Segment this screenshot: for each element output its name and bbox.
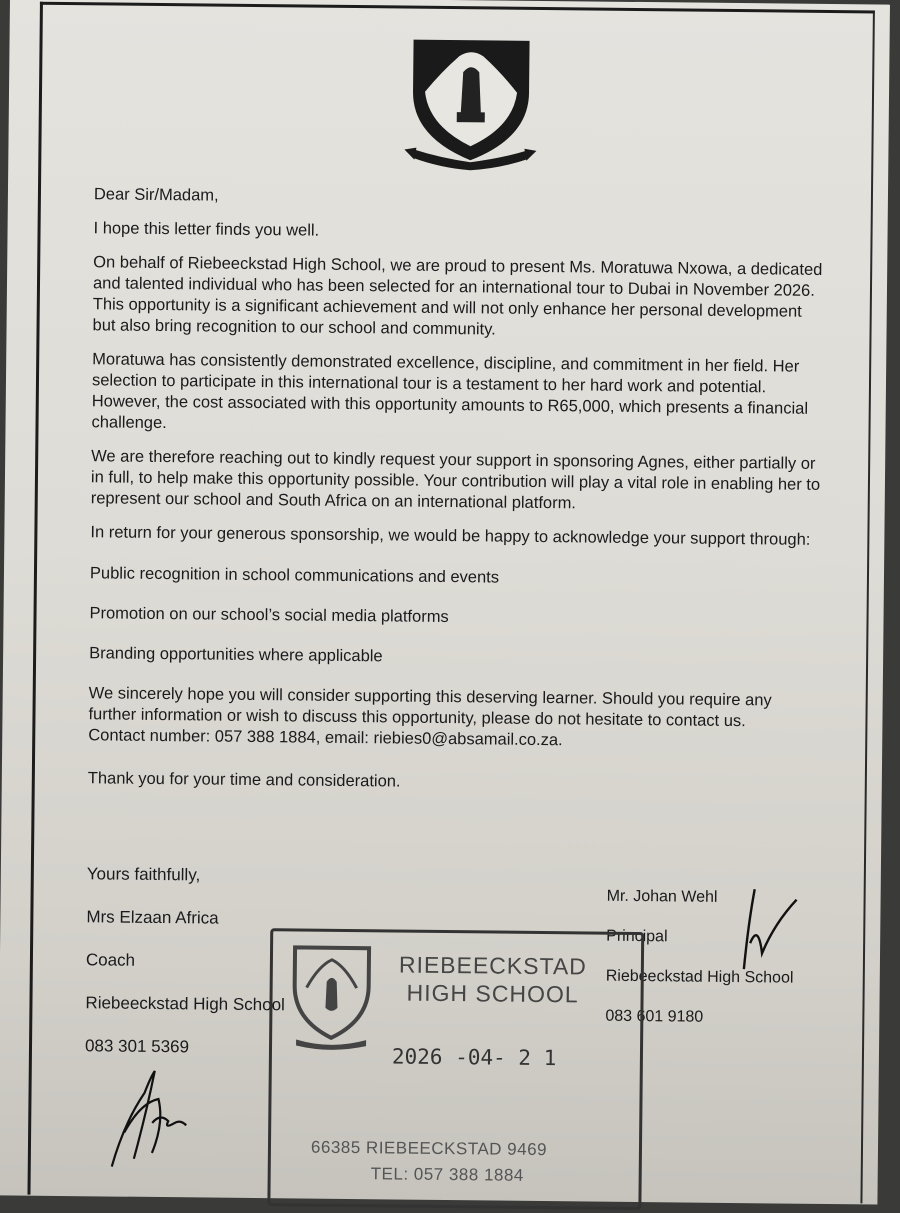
school-crest-logo: [400, 31, 541, 172]
left-signature-block: [85, 864, 287, 1081]
signatory-role: Coach: [85, 950, 136, 970]
benefit-item: Promotion on our school’s social media platforms: [89, 604, 449, 627]
letter-body: [88, 184, 824, 810]
opening-line: I hope this letter finds you well.: [93, 219, 320, 240]
school-stamp: [267, 928, 644, 1210]
paragraph-closing-request: We sincerely hope you will consider supporting this deserving learner. Should you require any further information or wish to discuss this opportunity, please do not hesitate to contact us.: [88, 684, 772, 731]
principal-name: Mr. Johan Wehl: [606, 887, 718, 906]
principal-role: Principal: [606, 927, 668, 946]
stamp-name-line: RIEBEECKSTAD: [398, 951, 587, 980]
paragraph-acknowledgement: In return for your generous sponsorship, we would be happy to acknowledge your support through:: [90, 523, 811, 549]
coach-signature: [94, 1062, 205, 1175]
thanks-line: Thank you for your time and consideration.: [87, 769, 401, 791]
contact-details: Contact number: 057 388 1884, email: riebies0@absamail.co.za.: [88, 726, 563, 750]
stamp-address: 66385 RIEBEECKSTAD 9469: [310, 1137, 548, 1160]
principal-signature: [734, 883, 805, 974]
signatory-name: Mrs Elzaan Africa: [86, 907, 219, 928]
stamp-crest-icon: [286, 941, 377, 1052]
principal-school: Riebeeckstad High School: [605, 967, 794, 987]
benefit-item: Branding opportunities where applicable: [89, 644, 383, 666]
paragraph-request: We are therefore reaching out to kindly request your support in sponsoring Agnes, either partially or in full, to help make this opportunity possible. Your contribution will play a vital role in enabling her to represent our school and South Africa on an international platform.: [90, 447, 821, 513]
salutation: Dear Sir/Madam,: [93, 185, 219, 205]
stamp-school-name: [392, 950, 593, 1008]
signatory-school: Riebeeckstad High School: [85, 993, 285, 1015]
stamp-telephone: TEL: 057 388 1884: [370, 1164, 524, 1185]
principal-phone: 083 601 9180: [605, 1007, 704, 1026]
stamp-date: 2026 -04- 2 1: [391, 1044, 557, 1071]
paragraph-introduction: On behalf of Riebeeckstad High School, we are proud to present Ms. Moratuwa Nxowa, a dedicated and talented individual who has been selected for an international tour to Dubai in November 2026. This opportunity is a significant achievement and will not only enhance her personal development but also bring recognition to our school and community.: [92, 253, 823, 339]
stamp-name-line: HIGH SCHOOL: [406, 979, 579, 1008]
benefit-item: Public recognition in school communications and events: [89, 564, 500, 587]
paragraph-achievement: Moratuwa has consistently demonstrated excellence, discipline, and commitment in her field. Her selection to participate in this international tour is a testament to her hard work and potential. However, the cost associated with this opportunity amounts to R65,000, which presents a financial challenge.: [91, 350, 809, 433]
closing-line: Yours faithfully,: [86, 864, 201, 885]
signatory-phone: 083 301 5369: [84, 1036, 190, 1057]
